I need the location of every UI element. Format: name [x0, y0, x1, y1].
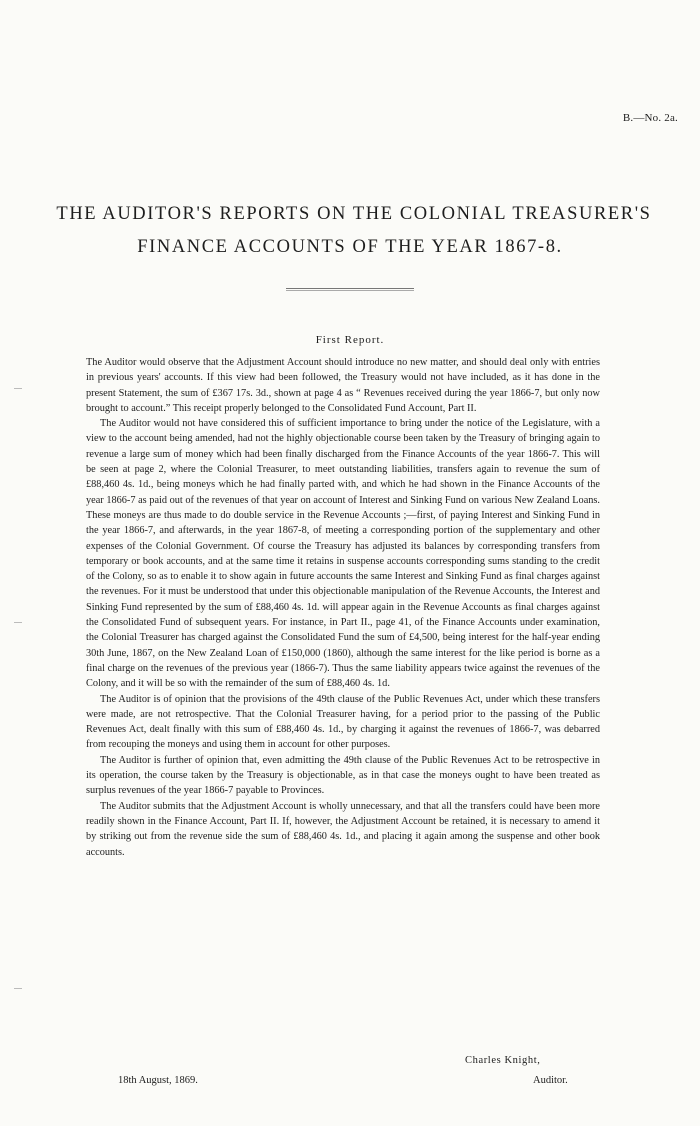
report-heading: First Report. — [315, 334, 385, 346]
paragraph-1: The Auditor would observe that the Adjustment Account should introduce no new matter, and should deal only with entries in previous years' accounts. If this view had been followed, the Treasury would not have included, as it has done in the present Statement, the sum of £367 17s. 3d., shown at page 4 as “ Revenues received during the year 1866-7, but only now brought to account.” This receipt properly belonged to the Consolidated Fund Account, Part II. — [86, 357, 600, 414]
document-reference: B.—No. 2a. — [622, 112, 678, 124]
margin-scan-mark — [14, 988, 22, 989]
paragraph-4: The Auditor is further of opinion that, even admitting the 49th clause of the Public Revenues Act to be retrospective in its operation, the course taken by the Treasury is objectionable, as in that case the moneys ought to have been treated as surplus revenues of the year 1866-7 payable to Provinces. — [86, 754, 600, 797]
paragraph-3: The Auditor is of opinion that the provisions of the 49th clause of the Public Revenues Act, under which these transfers were made, are not retrospective. That the Colonial Treasurer having, for a period prior to the passing of the Public Revenues Act, dealt finally with this sum of £88,460 4s. 1d., by charging it against the revenues of 1866-7, was debarred from recouping the moneys and using them in account for other purposes. — [86, 693, 600, 751]
document-title — [0, 198, 700, 264]
title-line-1: THE AUDITOR'S REPORTS ON THE COLONIAL TREASURER'S — [56, 204, 652, 224]
margin-scan-mark — [14, 388, 22, 389]
signature-name: Charles Knight, — [465, 1055, 541, 1066]
signature-role: Auditor. — [533, 1075, 568, 1086]
paragraph-5: The Auditor submits that the Adjustment Account is wholly unnecessary, and that all the transfers could have been more readily shown in the Finance Account, Part II. If, however, the Adjustment Account be retained, it is necessary to amend it by striking out from the revenue side the sum of £88,460 4s. 1d., and placing it again among the suspense and other book accounts. — [86, 800, 600, 858]
report-date: 18th August, 1869. — [118, 1075, 198, 1086]
title-line-2: FINANCE ACCOUNTS OF THE YEAR 1867-8. — [137, 237, 563, 257]
title-divider — [286, 288, 414, 291]
report-body — [86, 355, 600, 860]
margin-scan-mark — [14, 622, 22, 623]
paragraph-2: The Auditor would not have considered this of sufficient importance to bring under the notice of the Legislature, with a view to the account being amended, had not the highly objectionable course been taken by the Treasury of bringing again to revenue a large sum of money which had been finally discharged from the Finance Accounts of the year 1866-7. This will be seen at page 2, where the Colonial Treasurer, to meet outstanding liabilities, transfers again to revenue the sum of £88,460 4s. 1d., being moneys which he had finally parted with, and which he had shown in the Finance Accounts of the year 1866-7 as paid out of the revenues of that year on account of Interest and Sinking Fund on various New Zealand Loans. These moneys are thus made to do double service in the Revenue Accounts ;—first, of paying Interest and Sinking Fund in the year 1866-7, and afterwards, in the year 1867-8, of meeting a corresponding portion of the supplementary and other expenses of the Colonial Government. Of course the Treasury has adjusted its balances by corresponding transfers from temporary or book accounts, and at the same time it retains in suspense accounts corresponding sums standing to the credit of the Colony, so as to enable it to show again in future accounts the same Interest and Sinking Fund as final charges against the revenues. For it must be understood that under this objectionable manipulation of the Revenue Accounts, the Interest and Sinking Fund represented by the sum of £88,460 4s. 1d. will appear again in the Revenue Accounts as final charges against the Consolidated Fund of subsequent years. For instance, in Part II., page 41, of the Finance Accounts under examination, the Colonial Treasurer has charged against the Consolidated Fund the sum of £4,500, being interest for the half-year ending 30th June, 1867, on the New Zealand Loan of £150,000 (1860), although the same interest for the like period is borne as a final charge on the revenues of the previous year (1866-7). Thus the same liability appears twice against the revenues of the Colony, and it will be so with the remainder of the sum of £88,460 4s. 1d. — [86, 418, 600, 690]
